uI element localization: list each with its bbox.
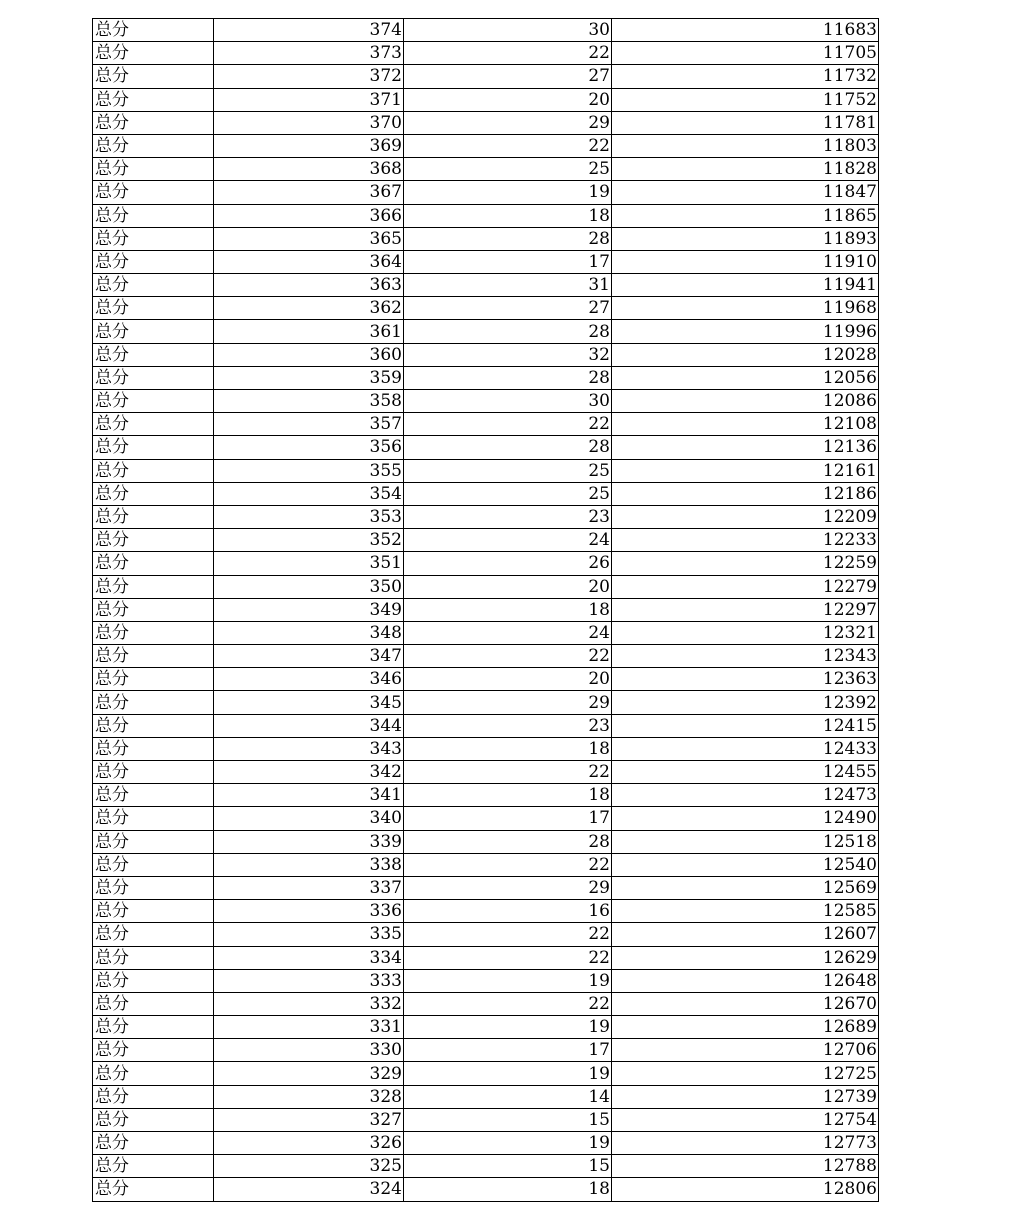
- cumulative-count-cell: 12259: [612, 552, 879, 575]
- table-row: [93, 621, 879, 644]
- cumulative-count-cell: 12209: [612, 505, 879, 528]
- table-row: [93, 923, 879, 946]
- count-cell: 19: [404, 1016, 612, 1039]
- subject-label-cell: 总分: [93, 691, 214, 714]
- count-cell: 19: [404, 1132, 612, 1155]
- table-row: [93, 761, 879, 784]
- table-row: [93, 111, 879, 134]
- table-row: [93, 1016, 879, 1039]
- score-cell: 328: [214, 1085, 404, 1108]
- count-cell: 29: [404, 691, 612, 714]
- table-row: [93, 366, 879, 389]
- count-cell: 17: [404, 807, 612, 830]
- cumulative-count-cell: 12773: [612, 1132, 879, 1155]
- table-row: [93, 784, 879, 807]
- table-row: [93, 65, 879, 88]
- count-cell: 18: [404, 1178, 612, 1201]
- score-distribution-sheet: [92, 18, 878, 1202]
- score-cell: 342: [214, 761, 404, 784]
- score-cell: 336: [214, 900, 404, 923]
- subject-label-cell: 总分: [93, 714, 214, 737]
- subject-label-cell: 总分: [93, 181, 214, 204]
- table-row: [93, 1039, 879, 1062]
- cumulative-count-cell: 11847: [612, 181, 879, 204]
- subject-label-cell: 总分: [93, 274, 214, 297]
- score-cell: 341: [214, 784, 404, 807]
- subject-label-cell: 总分: [93, 482, 214, 505]
- subject-label-cell: 总分: [93, 111, 214, 134]
- score-cell: 324: [214, 1178, 404, 1201]
- subject-label-cell: 总分: [93, 668, 214, 691]
- subject-label-cell: 总分: [93, 1108, 214, 1131]
- score-cell: 325: [214, 1155, 404, 1178]
- score-cell: 366: [214, 204, 404, 227]
- cumulative-count-cell: 12233: [612, 529, 879, 552]
- score-cell: 372: [214, 65, 404, 88]
- count-cell: 20: [404, 668, 612, 691]
- score-cell: 354: [214, 482, 404, 505]
- cumulative-count-cell: 11910: [612, 250, 879, 273]
- count-cell: 25: [404, 158, 612, 181]
- count-cell: 19: [404, 969, 612, 992]
- subject-label-cell: 总分: [93, 459, 214, 482]
- cumulative-count-cell: 12297: [612, 598, 879, 621]
- table-row: [93, 969, 879, 992]
- cumulative-count-cell: 12585: [612, 900, 879, 923]
- count-cell: 24: [404, 529, 612, 552]
- table-row: [93, 900, 879, 923]
- cumulative-count-cell: 12629: [612, 946, 879, 969]
- subject-label-cell: 总分: [93, 853, 214, 876]
- table-row: [93, 1062, 879, 1085]
- count-cell: 23: [404, 505, 612, 528]
- table-row: [93, 876, 879, 899]
- subject-label-cell: 总分: [93, 969, 214, 992]
- table-row: [93, 691, 879, 714]
- score-distribution-table: [92, 18, 879, 1202]
- count-cell: 31: [404, 274, 612, 297]
- cumulative-count-cell: 11732: [612, 65, 879, 88]
- count-cell: 22: [404, 853, 612, 876]
- cumulative-count-cell: 11705: [612, 42, 879, 65]
- cumulative-count-cell: 12363: [612, 668, 879, 691]
- subject-label-cell: 总分: [93, 1155, 214, 1178]
- subject-label-cell: 总分: [93, 297, 214, 320]
- count-cell: 19: [404, 1062, 612, 1085]
- subject-label-cell: 总分: [93, 529, 214, 552]
- subject-label-cell: 总分: [93, 1016, 214, 1039]
- score-cell: 362: [214, 297, 404, 320]
- count-cell: 17: [404, 1039, 612, 1062]
- score-cell: 359: [214, 366, 404, 389]
- subject-label-cell: 总分: [93, 343, 214, 366]
- subject-label-cell: 总分: [93, 65, 214, 88]
- subject-label-cell: 总分: [93, 88, 214, 111]
- subject-label-cell: 总分: [93, 1085, 214, 1108]
- cumulative-count-cell: 12028: [612, 343, 879, 366]
- cumulative-count-cell: 11828: [612, 158, 879, 181]
- score-cell: 337: [214, 876, 404, 899]
- subject-label-cell: 总分: [93, 505, 214, 528]
- score-cell: 340: [214, 807, 404, 830]
- cumulative-count-cell: 11803: [612, 134, 879, 157]
- table-row: [93, 343, 879, 366]
- table-row: [93, 1108, 879, 1131]
- cumulative-count-cell: 12806: [612, 1178, 879, 1201]
- score-cell: 326: [214, 1132, 404, 1155]
- cumulative-count-cell: 12056: [612, 366, 879, 389]
- subject-label-cell: 总分: [93, 19, 214, 42]
- cumulative-count-cell: 12433: [612, 737, 879, 760]
- subject-label-cell: 总分: [93, 413, 214, 436]
- score-cell: 349: [214, 598, 404, 621]
- score-cell: 365: [214, 227, 404, 250]
- table-row: [93, 668, 879, 691]
- count-cell: 29: [404, 876, 612, 899]
- subject-label-cell: 总分: [93, 923, 214, 946]
- cumulative-count-cell: 12569: [612, 876, 879, 899]
- score-cell: 356: [214, 436, 404, 459]
- cumulative-count-cell: 12186: [612, 482, 879, 505]
- table-row: [93, 19, 879, 42]
- cumulative-count-cell: 12490: [612, 807, 879, 830]
- score-cell: 330: [214, 1039, 404, 1062]
- subject-label-cell: 总分: [93, 946, 214, 969]
- count-cell: 22: [404, 413, 612, 436]
- count-cell: 27: [404, 297, 612, 320]
- count-cell: 25: [404, 459, 612, 482]
- cumulative-count-cell: 12518: [612, 830, 879, 853]
- cumulative-count-cell: 11683: [612, 19, 879, 42]
- cumulative-count-cell: 11752: [612, 88, 879, 111]
- count-cell: 16: [404, 900, 612, 923]
- table-row: [93, 250, 879, 273]
- table-row: [93, 459, 879, 482]
- subject-label-cell: 总分: [93, 227, 214, 250]
- cumulative-count-cell: 12788: [612, 1155, 879, 1178]
- count-cell: 28: [404, 320, 612, 343]
- subject-label-cell: 总分: [93, 158, 214, 181]
- score-cell: 334: [214, 946, 404, 969]
- count-cell: 22: [404, 923, 612, 946]
- count-cell: 18: [404, 204, 612, 227]
- count-cell: 22: [404, 645, 612, 668]
- score-cell: 346: [214, 668, 404, 691]
- subject-label-cell: 总分: [93, 876, 214, 899]
- count-cell: 18: [404, 737, 612, 760]
- score-cell: 368: [214, 158, 404, 181]
- cumulative-count-cell: 11781: [612, 111, 879, 134]
- count-cell: 25: [404, 482, 612, 505]
- subject-label-cell: 总分: [93, 900, 214, 923]
- subject-label-cell: 总分: [93, 621, 214, 644]
- count-cell: 24: [404, 621, 612, 644]
- cumulative-count-cell: 12607: [612, 923, 879, 946]
- table-row: [93, 552, 879, 575]
- score-cell: 347: [214, 645, 404, 668]
- cumulative-count-cell: 11893: [612, 227, 879, 250]
- count-cell: 18: [404, 784, 612, 807]
- table-row: [93, 529, 879, 552]
- score-cell: 338: [214, 853, 404, 876]
- subject-label-cell: 总分: [93, 204, 214, 227]
- score-cell: 374: [214, 19, 404, 42]
- subject-label-cell: 总分: [93, 390, 214, 413]
- table-row: [93, 88, 879, 111]
- table-row: [93, 992, 879, 1015]
- table-row: [93, 575, 879, 598]
- score-cell: 335: [214, 923, 404, 946]
- table-row: [93, 714, 879, 737]
- cumulative-count-cell: 12415: [612, 714, 879, 737]
- score-cell: 327: [214, 1108, 404, 1131]
- table-row: [93, 853, 879, 876]
- table-row: [93, 204, 879, 227]
- score-cell: 331: [214, 1016, 404, 1039]
- score-cell: 344: [214, 714, 404, 737]
- score-cell: 367: [214, 181, 404, 204]
- cumulative-count-cell: 12754: [612, 1108, 879, 1131]
- subject-label-cell: 总分: [93, 575, 214, 598]
- score-cell: 352: [214, 529, 404, 552]
- cumulative-count-cell: 12108: [612, 413, 879, 436]
- count-cell: 29: [404, 111, 612, 134]
- score-cell: 358: [214, 390, 404, 413]
- cumulative-count-cell: 12739: [612, 1085, 879, 1108]
- table-row: [93, 320, 879, 343]
- table-row: [93, 1155, 879, 1178]
- score-cell: 371: [214, 88, 404, 111]
- table-row: [93, 482, 879, 505]
- cumulative-count-cell: 12136: [612, 436, 879, 459]
- cumulative-count-cell: 12161: [612, 459, 879, 482]
- cumulative-count-cell: 11996: [612, 320, 879, 343]
- count-cell: 22: [404, 42, 612, 65]
- count-cell: 28: [404, 436, 612, 459]
- score-cell: 373: [214, 42, 404, 65]
- cumulative-count-cell: 11941: [612, 274, 879, 297]
- cumulative-count-cell: 11865: [612, 204, 879, 227]
- subject-label-cell: 总分: [93, 436, 214, 459]
- cumulative-count-cell: 12392: [612, 691, 879, 714]
- table-row: [93, 1085, 879, 1108]
- count-cell: 20: [404, 575, 612, 598]
- subject-label-cell: 总分: [93, 1062, 214, 1085]
- subject-label-cell: 总分: [93, 784, 214, 807]
- count-cell: 22: [404, 946, 612, 969]
- score-cell: 350: [214, 575, 404, 598]
- count-cell: 15: [404, 1108, 612, 1131]
- count-cell: 23: [404, 714, 612, 737]
- score-cell: 345: [214, 691, 404, 714]
- score-cell: 364: [214, 250, 404, 273]
- table-row: [93, 946, 879, 969]
- subject-label-cell: 总分: [93, 320, 214, 343]
- subject-label-cell: 总分: [93, 1132, 214, 1155]
- table-row: [93, 134, 879, 157]
- cumulative-count-cell: 12706: [612, 1039, 879, 1062]
- subject-label-cell: 总分: [93, 366, 214, 389]
- subject-label-cell: 总分: [93, 737, 214, 760]
- score-cell: 370: [214, 111, 404, 134]
- cumulative-count-cell: 12725: [612, 1062, 879, 1085]
- score-cell: 361: [214, 320, 404, 343]
- table-row: [93, 807, 879, 830]
- table-row: [93, 390, 879, 413]
- count-cell: 17: [404, 250, 612, 273]
- count-cell: 28: [404, 366, 612, 389]
- subject-label-cell: 总分: [93, 552, 214, 575]
- subject-label-cell: 总分: [93, 1178, 214, 1201]
- cumulative-count-cell: 12473: [612, 784, 879, 807]
- table-row: [93, 413, 879, 436]
- subject-label-cell: 总分: [93, 134, 214, 157]
- count-cell: 32: [404, 343, 612, 366]
- count-cell: 30: [404, 19, 612, 42]
- cumulative-count-cell: 12279: [612, 575, 879, 598]
- score-cell: 355: [214, 459, 404, 482]
- score-cell: 339: [214, 830, 404, 853]
- count-cell: 15: [404, 1155, 612, 1178]
- count-cell: 14: [404, 1085, 612, 1108]
- score-cell: 351: [214, 552, 404, 575]
- subject-label-cell: 总分: [93, 1039, 214, 1062]
- table-row: [93, 1178, 879, 1201]
- score-cell: 369: [214, 134, 404, 157]
- table-row: [93, 181, 879, 204]
- subject-label-cell: 总分: [93, 830, 214, 853]
- table-row: [93, 297, 879, 320]
- subject-label-cell: 总分: [93, 992, 214, 1015]
- cumulative-count-cell: 12648: [612, 969, 879, 992]
- cumulative-count-cell: 12540: [612, 853, 879, 876]
- count-cell: 18: [404, 598, 612, 621]
- cumulative-count-cell: 12343: [612, 645, 879, 668]
- table-row: [93, 737, 879, 760]
- table-row: [93, 42, 879, 65]
- score-cell: 357: [214, 413, 404, 436]
- count-cell: 27: [404, 65, 612, 88]
- count-cell: 30: [404, 390, 612, 413]
- subject-label-cell: 总分: [93, 598, 214, 621]
- table-row: [93, 227, 879, 250]
- cumulative-count-cell: 11968: [612, 297, 879, 320]
- count-cell: 26: [404, 552, 612, 575]
- subject-label-cell: 总分: [93, 42, 214, 65]
- table-body: [93, 19, 879, 1202]
- cumulative-count-cell: 12086: [612, 390, 879, 413]
- count-cell: 22: [404, 134, 612, 157]
- score-cell: 360: [214, 343, 404, 366]
- count-cell: 22: [404, 761, 612, 784]
- table-row: [93, 830, 879, 853]
- cumulative-count-cell: 12670: [612, 992, 879, 1015]
- score-cell: 363: [214, 274, 404, 297]
- count-cell: 19: [404, 181, 612, 204]
- score-cell: 353: [214, 505, 404, 528]
- score-cell: 333: [214, 969, 404, 992]
- count-cell: 28: [404, 227, 612, 250]
- count-cell: 22: [404, 992, 612, 1015]
- table-row: [93, 274, 879, 297]
- cumulative-count-cell: 12321: [612, 621, 879, 644]
- cumulative-count-cell: 12689: [612, 1016, 879, 1039]
- score-cell: 329: [214, 1062, 404, 1085]
- table-row: [93, 598, 879, 621]
- subject-label-cell: 总分: [93, 761, 214, 784]
- score-cell: 343: [214, 737, 404, 760]
- subject-label-cell: 总分: [93, 645, 214, 668]
- score-cell: 332: [214, 992, 404, 1015]
- count-cell: 28: [404, 830, 612, 853]
- table-row: [93, 505, 879, 528]
- score-cell: 348: [214, 621, 404, 644]
- subject-label-cell: 总分: [93, 807, 214, 830]
- table-row: [93, 645, 879, 668]
- table-row: [93, 1132, 879, 1155]
- cumulative-count-cell: 12455: [612, 761, 879, 784]
- subject-label-cell: 总分: [93, 250, 214, 273]
- table-row: [93, 158, 879, 181]
- count-cell: 20: [404, 88, 612, 111]
- table-row: [93, 436, 879, 459]
